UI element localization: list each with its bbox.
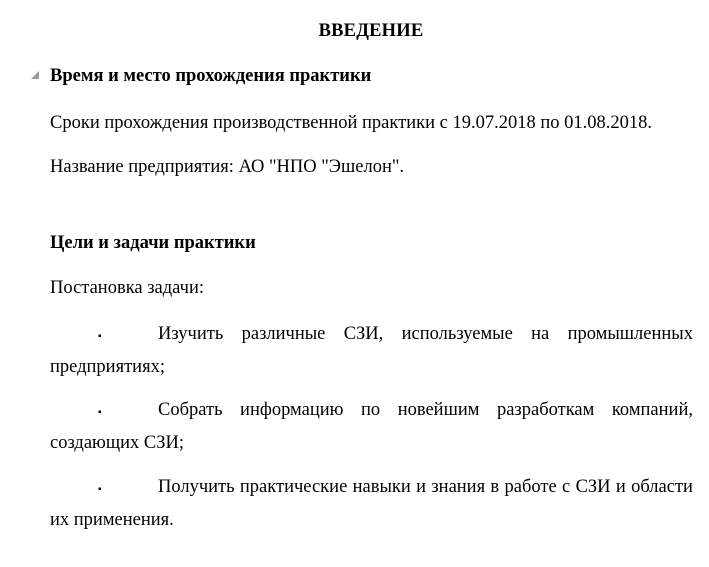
list-item-word: и bbox=[615, 477, 626, 497]
list-item-second-line: предприятиях; bbox=[50, 357, 165, 377]
list-item-word: практические bbox=[239, 477, 348, 497]
list-item-word: по bbox=[361, 400, 381, 420]
list-item-word: различные bbox=[241, 324, 326, 344]
bullet-icon: ▪ bbox=[98, 407, 102, 418]
list-item-word: Изучить bbox=[158, 324, 224, 344]
list-item-word: СЗИ bbox=[575, 477, 611, 497]
list-item-word: Собрать bbox=[158, 400, 223, 420]
list-item-word: СЗИ, bbox=[343, 324, 384, 344]
list-item-word: информацию bbox=[240, 400, 344, 420]
list-item-word: навыки bbox=[352, 477, 411, 497]
list-item-first-line bbox=[158, 324, 693, 345]
document-title: ВВЕДЕНИЕ bbox=[318, 21, 424, 41]
list-item-word: разработкам bbox=[496, 400, 595, 420]
company-name-text: Название предприятия: АО "НПО "Эшелон". bbox=[50, 157, 405, 177]
list-item-word: новейшим bbox=[397, 400, 480, 420]
section-heading-time-place: Время и место прохождения практики bbox=[50, 66, 372, 86]
list-item-word: с bbox=[562, 477, 571, 497]
list-item-word: и bbox=[416, 477, 427, 497]
list-item-word: промышленных bbox=[567, 324, 693, 344]
list-item-word: в bbox=[490, 477, 500, 497]
collapse-triangle-icon[interactable] bbox=[31, 71, 39, 79]
list-item-word: работе bbox=[504, 477, 557, 497]
bullet-icon: ▪ bbox=[98, 484, 102, 495]
list-item-first-line bbox=[158, 477, 693, 498]
list-item-word: используемые bbox=[401, 324, 513, 344]
list-item-second-line: создающих СЗИ; bbox=[50, 433, 185, 453]
list-item-word: компаний, bbox=[611, 400, 693, 420]
list-item-word: Получить bbox=[158, 477, 235, 497]
bullet-icon: ▪ bbox=[98, 331, 102, 342]
list-item-word: на bbox=[531, 324, 550, 344]
list-item-word: знания bbox=[431, 477, 486, 497]
list-item-second-line: их применения. bbox=[50, 510, 174, 530]
list-item-first-line bbox=[158, 400, 693, 421]
section-heading-goals: Цели и задачи практики bbox=[50, 233, 256, 253]
task-label: Постановка задачи: bbox=[50, 278, 204, 298]
practice-period-text: Сроки прохождения производственной практики с 19.07.2018 по 01.08.2018. bbox=[50, 113, 652, 133]
list-item-word: области bbox=[631, 477, 693, 497]
